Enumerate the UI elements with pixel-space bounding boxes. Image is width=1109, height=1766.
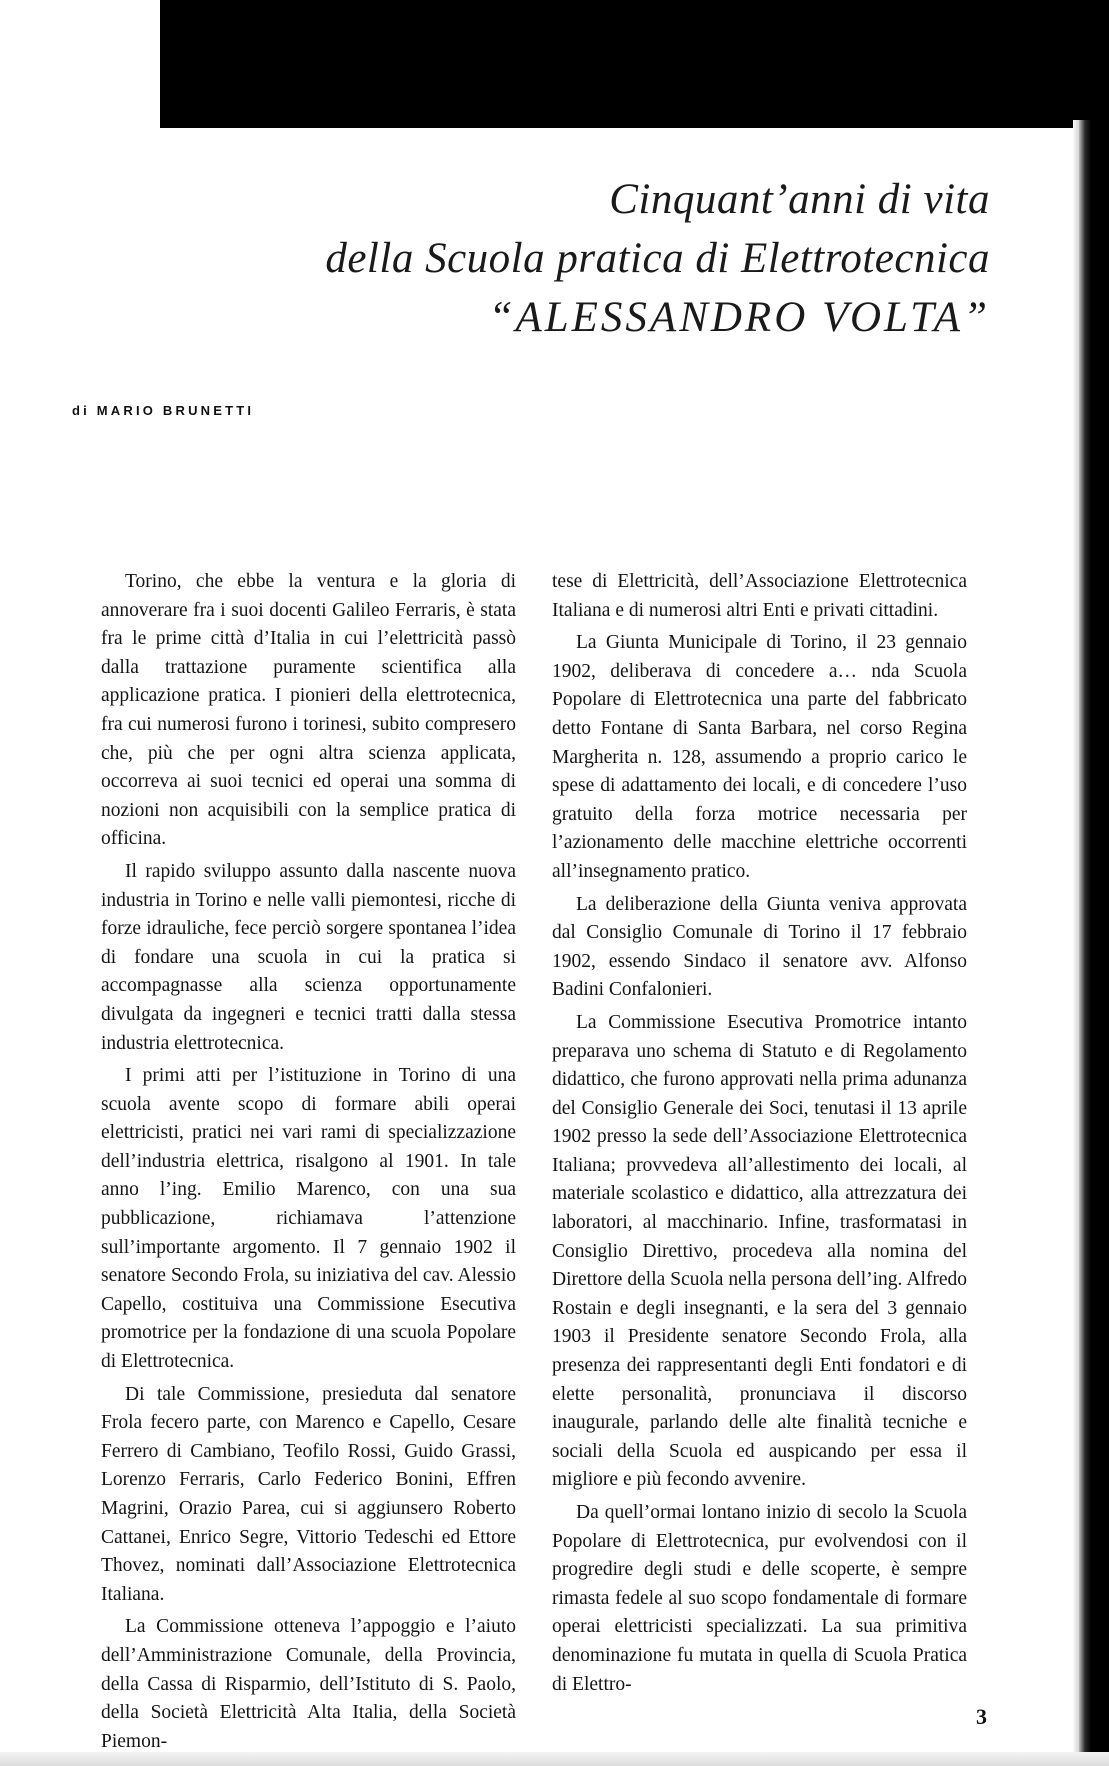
title-line-3: “ALESSANDRO VOLTA” (488, 294, 990, 341)
title-line-1: Cinquant’anni di vita (609, 176, 990, 223)
page-number: 3 (976, 1704, 987, 1729)
paragraph: Torino, che ebbe la ventura e la gloria di annoverare fra i suoi docenti Galileo Ferraris, è stata fra le prime città d’Italia in cui l’elettricità passò dalla trattazione puramente scientifica alla applicazione pratica. I pionieri della elettrotecnica, fra cui numerosi furono i torinesi, subito compresero che, più che per ogni altra scienza applicata, occorreva ai suoi tecnici ed operai una somma di nozioni non acquisibili con la semplice pratica di officina. (101, 571, 516, 850)
paragraph: Da quell’ormai lontano inizio di secolo la Scuola Popolare di Elettrotecnica, pur evolvendosi con il progredire degli studi e delle scoperte, è sempre rimasta fedele al suo scopo fondamentale di formare operai elettricisti specializzati. La sua primitiva denominazione fu mutata in quella di Scuola Pratica di Elettro- (552, 1502, 967, 1695)
scan-border-top (160, 0, 1109, 128)
paragraph: La Commissione otteneva l’appoggio e l’aiuto dell’Amministrazione Comunale, della Provincia, della Cassa di Risparmio, dell’Istituto di S. Paolo, della Società Elettricità Alta Italia, della Società Piemon- (101, 1616, 516, 1752)
paragraph: I primi atti per l’istituzione in Torino di una scuola avente scopo di formare abili operai elettricisti, pratici nei vari rami di specializzazione dell’industria elettrica, risalgono al 1901. In tale anno l’ing. Emilio Marenco, con una sua pubblicazione, richiamava l’attenzione sull’importante argomento. Il 7 gennaio 1902 il senatore Secondo Frola, su iniziativa del cav. Alessio Capello, costituiva una Commissione Esecutiva promotrice per la fondazione di una scuola Popolare di Elettrotecnica. (101, 1065, 516, 1373)
paragraph: La deliberazione della Giunta veniva approvata dal Consiglio Comunale di Torino il 17 febbraio 1902, essendo Sindaco il senatore avv. Alfonso Badini Confalonieri. (552, 893, 967, 1001)
paragraph: Il rapido sviluppo assunto dalla nascente nuova industria in Torino e nelle valli piemontesi, ricche di forze idrauliche, fece perciò sorgere spontanea l’idea di fondare una scuola in cui la pratica si accompagnasse alla scienza opportunamente divulgata da ingegneri e tecnici tratti dalla stessa industria elettrotecnica. (101, 860, 516, 1054)
paragraph-continuation: tese di Elettricità, dell’Associazione Elettrotecnica Italiana e di numerosi altri Enti e privati cittadini. (552, 571, 967, 621)
author-byline: di MARIO BRUNETTI (72, 403, 255, 418)
article-title (230, 170, 990, 347)
right-column (552, 568, 967, 1703)
page-margin-top-left (0, 0, 160, 118)
paragraph: La Commissione Esecutiva Promotrice intanto preparava uno schema di Statuto e di Regolamento didattico, che furono approvati nella prima adunanza del Consiglio Generale dei Soci, tenutasi il 13 aprile 1902 presso la sede dell’Associazione Elettrotecnica Italiana; provvedeva all’allestimento dei locali, al materiale scolastico e didattico, alla attrezzatura dei laboratori, al macchinario. Infine, trasformatasi in Consiglio Direttivo, procedeva alla nomina del Direttore della Scuola nella persona dell’ing. Alfredo Rostain e degli insegnanti, e la sera del 3 gennaio 1903 il Presidente senatore Secondo Frola, alla presenza dei rappresentanti degli Enti fondatori e di elette personalità, pronunciava il discorso inaugurale, parlando delle alte finalità tecniche e sociali della Scuola ed auspicando per essa il migliore e più fecondo avvenire. (552, 1011, 967, 1491)
paragraph: La Giunta Municipale di Torino, il 23 gennaio 1902, deliberava di concedere a… nda Scuola Popolare di Elettrotecnica una parte del fabbricato detto Fontane di Santa Barbara, nel corso Regina Margherita n. 128, assumendo a proprio carico le spese di adattamento dei locali, e di concedere l’uso gratuito della forza motrice necessaria per l’azionamento delle macchine elettriche occorrenti all’insegnamento pratico. (552, 632, 967, 882)
title-line-2: della Scuola pratica di Elettrotecnica (325, 235, 990, 282)
left-column (101, 568, 516, 1760)
scan-border-right (1079, 120, 1109, 1766)
paragraph: Di tale Commissione, presieduta dal senatore Frola fecero parte, con Marenco e Capello, Cesare Ferrero di Cambiano, Teofilo Rossi, Guido Grassi, Lorenzo Ferraris, Carlo Federico Bonini, Effren Magrini, Orazio Parea, cui si aggiunsero Roberto Cattanei, Enrico Segre, Vittorio Tedeschi ed Ettore Thovez, nominati dall’Associazione Elettrotecnica Italiana. (101, 1383, 516, 1605)
